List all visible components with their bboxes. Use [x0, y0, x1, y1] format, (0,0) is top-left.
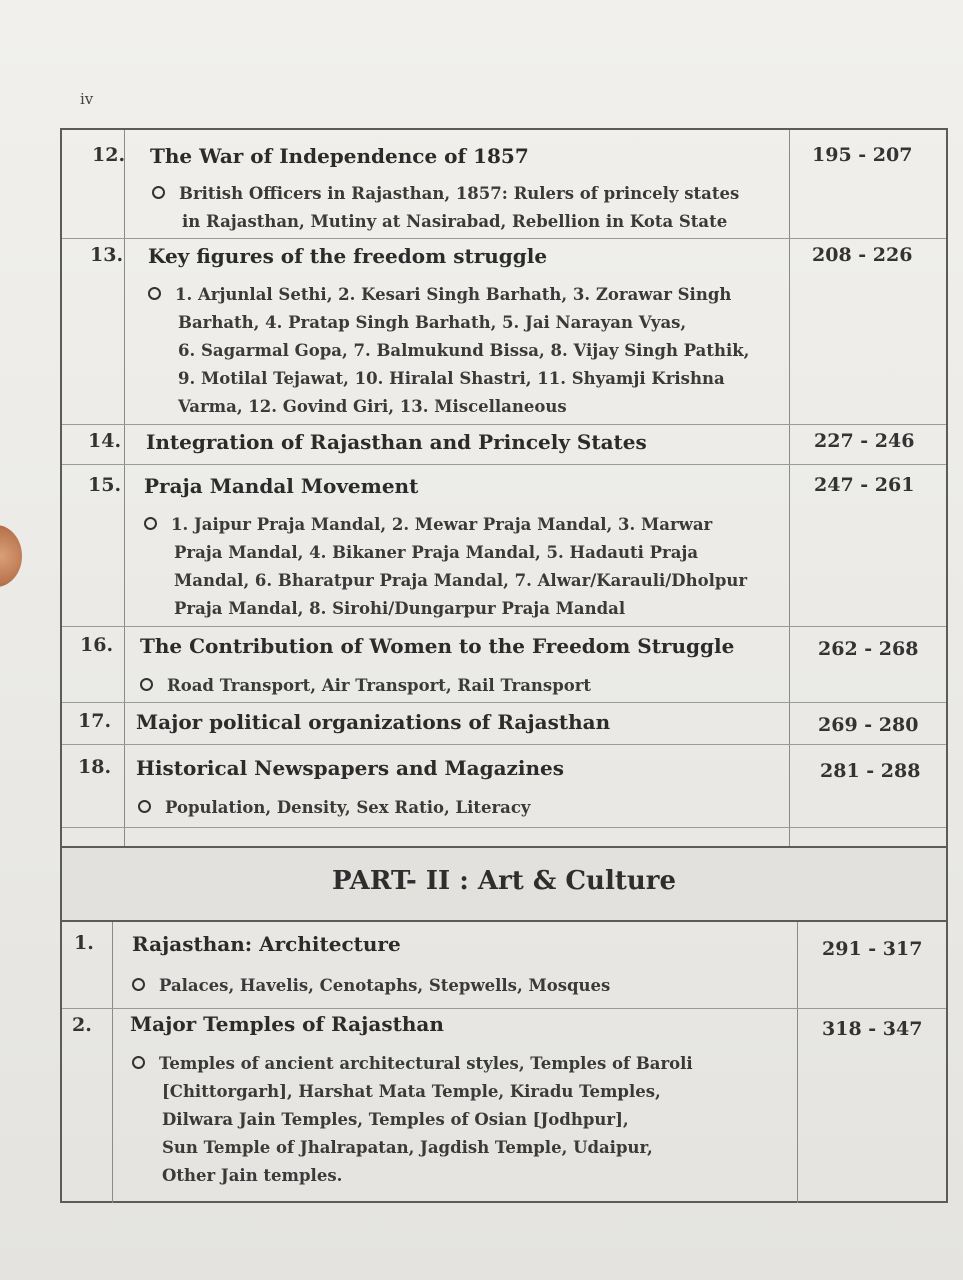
chapter-number: 12. [92, 144, 126, 166]
subtopics: Population, Density, Sex Ratio, Literacy [138, 794, 531, 822]
chapter-number: 1. [74, 932, 94, 954]
chapter-number: 17. [78, 710, 112, 732]
row-divider [62, 744, 946, 745]
subtopics: 1. Jaipur Praja Mandal, 2. Mewar Praja Mandal, 3. Marwar Praja Mandal, 4. Bikaner Praja Mandal, 5. Hadauti Praja Mandal, 6. Bharatpur Praja Mandal, 7. Alwar/Karauli/Dholpur Praja Mandal, 8. Sirohi/Dungarpur Praja Mandal [144, 511, 747, 623]
part-heading: PART- II : Art & Culture [332, 866, 676, 896]
page-range: 227 - 246 [814, 430, 915, 452]
subtopics: British Officers in Rajasthan, 1857: Rulers of princely states in Rajasthan, Mutiny at Nasirabad, Rebellion in Kota State [152, 180, 739, 236]
chapter-number: 14. [88, 430, 122, 452]
row-divider [62, 626, 946, 627]
chapter-title: Praja Mandal Movement [144, 474, 419, 498]
bullet-icon [148, 287, 161, 300]
bullet-icon [152, 186, 165, 199]
chapter-title: Major political organizations of Rajasthan [136, 710, 611, 734]
chapter-number: 18. [78, 756, 112, 778]
chapter-title: Major Temples of Rajasthan [130, 1012, 444, 1036]
row-divider [62, 827, 946, 828]
column-divider [112, 918, 113, 1203]
subtopics: Road Transport, Air Transport, Rail Transport [140, 672, 591, 700]
page-range: 208 - 226 [812, 244, 913, 266]
page-range: 247 - 261 [814, 474, 915, 496]
row-divider [62, 424, 946, 425]
chapter-title: Rajasthan: Architecture [132, 932, 401, 956]
row-divider [62, 464, 946, 465]
page-number: iv [80, 90, 94, 108]
subtopics: Temples of ancient architectural styles, Temples of Baroli [Chittorgarh], Harshat Mata Temple, Kiradu Temples, Dilwara Jain Temples, Temples of Osian [Jodhpur], Sun Temple of Jhalrapatan, Jagdish Temple, Udaipur, Other Jain temples. [132, 1050, 693, 1190]
chapter-number: 13. [90, 244, 124, 266]
page-range: 318 - 347 [822, 1018, 923, 1040]
bullet-icon [140, 678, 153, 691]
page-range: 269 - 280 [818, 714, 919, 736]
page-range: 291 - 317 [822, 938, 923, 960]
bullet-icon [144, 517, 157, 530]
chapter-title: Historical Newspapers and Magazines [136, 756, 565, 780]
chapter-number: 15. [88, 474, 122, 496]
subtopics: Palaces, Havelis, Cenotaphs, Stepwells, Mosques [132, 972, 610, 1000]
chapter-title: Key figures of the freedom struggle [148, 244, 548, 268]
chapter-title: The Contribution of Women to the Freedom Struggle [140, 634, 735, 658]
thumb [0, 525, 22, 587]
page-range: 281 - 288 [820, 760, 921, 782]
chapter-title: Integration of Rajasthan and Princely States [146, 430, 647, 454]
chapter-number: 2. [72, 1014, 92, 1036]
subtopics: 1. Arjunlal Sethi, 2. Kesari Singh Barhath, 3. Zorawar Singh Barhath, 4. Pratap Singh Barhath, 5. Jai Narayan Vyas, 6. Sagarmal Gopa, 7. Balmukund Bissa, 8. Vijay Singh Pathik, 9. Motilal Tejawat, 10. Hiralal Shastri, 11. Shyamji Krishna Varma, 12. Govind Giri, 13. Miscellaneous [148, 281, 749, 421]
chapter-title: The War of Independence of 1857 [150, 144, 529, 168]
chapter-number: 16. [80, 634, 114, 656]
row-divider [62, 702, 946, 703]
page-range: 195 - 207 [812, 144, 913, 166]
bullet-icon [138, 800, 151, 813]
row-divider [62, 1008, 946, 1009]
bullet-icon [132, 978, 145, 991]
table-of-contents [60, 128, 948, 1203]
row-divider [62, 238, 946, 239]
column-divider [797, 918, 798, 1203]
bullet-icon [132, 1056, 145, 1069]
page-range: 262 - 268 [818, 638, 919, 660]
